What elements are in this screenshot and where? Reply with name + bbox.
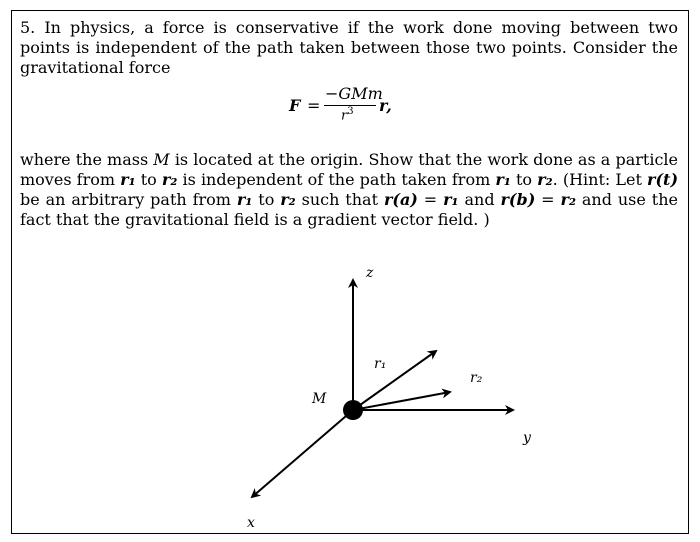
body-run: r₁ bbox=[443, 190, 459, 209]
body-run: . (Hint: Let bbox=[552, 170, 648, 189]
body-run: and use the fact that the gravitational field is a gradient vector field. ) bbox=[20, 190, 678, 229]
r1-vector bbox=[353, 351, 436, 410]
body-run: to bbox=[252, 190, 281, 209]
body-run: r₂ bbox=[280, 190, 296, 209]
r2-label: r₂ bbox=[470, 370, 483, 386]
body-run: M bbox=[153, 150, 170, 169]
formula-denominator-exponent: 3 bbox=[347, 106, 354, 117]
r1-label: r₁ bbox=[374, 356, 387, 372]
z-axis-label: z bbox=[366, 265, 374, 281]
body-run: r(b) bbox=[500, 190, 536, 209]
body-run: = bbox=[535, 190, 561, 209]
x-axis-label: x bbox=[247, 515, 255, 531]
body-run: r₁ bbox=[120, 170, 136, 189]
body-run: be an arbitrary path from bbox=[20, 190, 237, 209]
body-run: is located at the origin. Show that the work done as a particle moves from bbox=[20, 150, 678, 189]
body-run: r₁ bbox=[495, 170, 511, 189]
formula-equals: = bbox=[307, 96, 321, 115]
mass-label: M bbox=[312, 391, 327, 407]
formula-lhs: F bbox=[289, 96, 301, 115]
formula-denominator-base: r bbox=[341, 108, 348, 124]
mass-point bbox=[343, 400, 363, 420]
body-run: where the mass bbox=[20, 150, 154, 169]
body-run: to bbox=[510, 170, 538, 189]
body-run: = bbox=[417, 190, 444, 209]
body-run: and bbox=[458, 190, 501, 209]
body-run: r₁ bbox=[236, 190, 253, 209]
y-axis-label: y bbox=[523, 430, 531, 446]
intro-text: 5. In physics, a force is conservative if the work done moving between two points is independent of the path taken between those two points. Consider the gravitational force bbox=[20, 18, 678, 77]
formula-numerator: −GMm bbox=[325, 84, 383, 103]
body-run: to bbox=[135, 170, 162, 189]
body-run: r(t) bbox=[647, 170, 679, 189]
body-run: r₂ bbox=[560, 190, 576, 209]
x-axis bbox=[252, 410, 353, 497]
body-run: r₂ bbox=[161, 170, 178, 189]
body-run: r(a) bbox=[383, 190, 418, 209]
body-run: is independent of the path taken from bbox=[177, 170, 496, 189]
formula-rhs: r, bbox=[379, 96, 392, 115]
r2-vector bbox=[353, 392, 450, 410]
body-run: such that bbox=[295, 190, 384, 209]
body-run: r₂ bbox=[537, 170, 553, 189]
